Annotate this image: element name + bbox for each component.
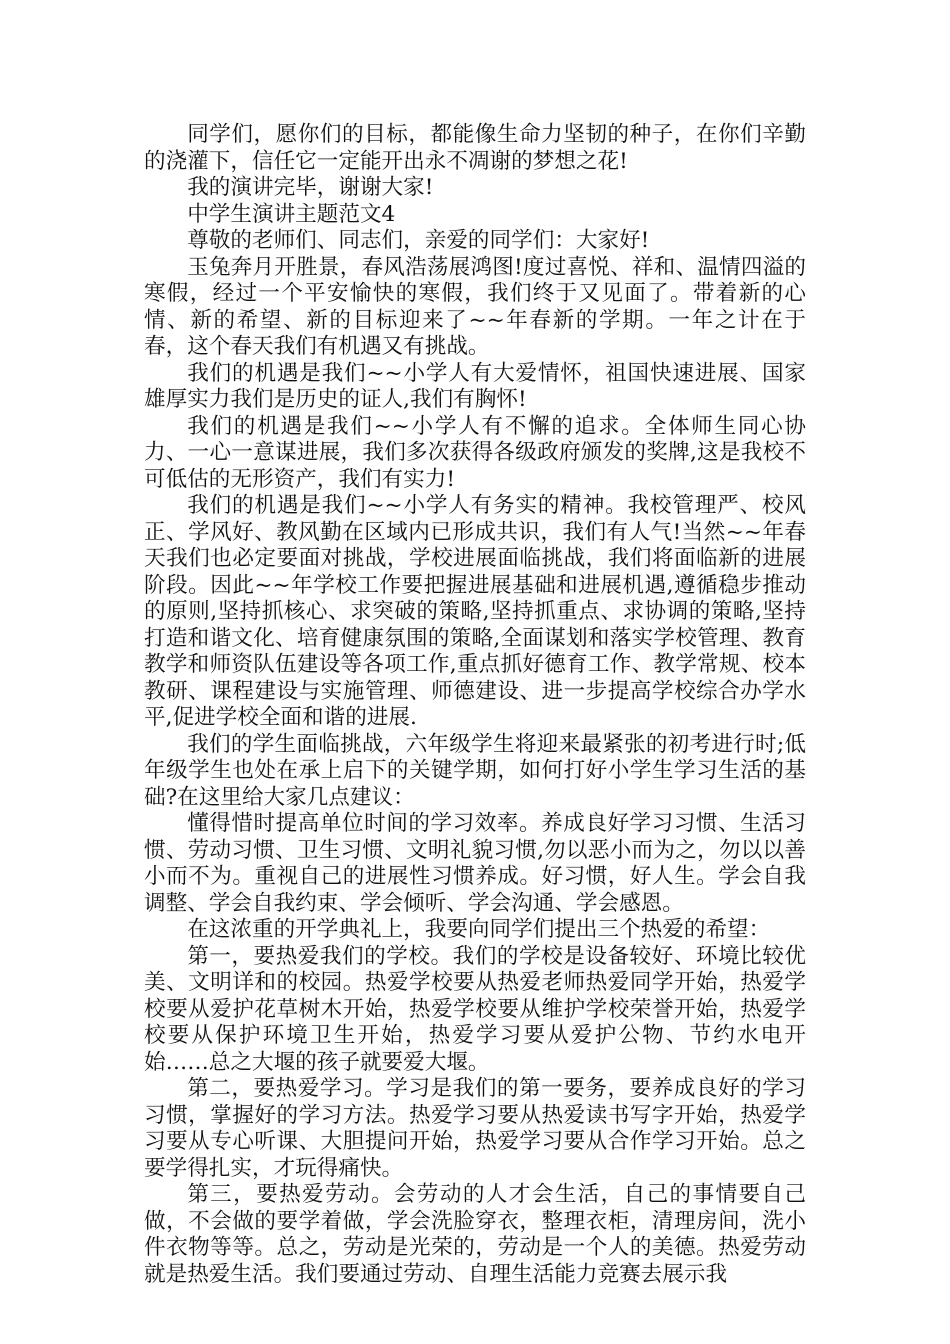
paragraph-love-learning: 第二，要热爱学习。学习是我们的第一要务，要养成良好的学习习惯，掌握好的学习方法。热爱学习要从热爱读书写字开始，热爱学习要从专心听课、大胆提问开始，热爱学习要从合作学习开始。总之要学得扎实，才玩得痛快。 [144, 1076, 806, 1181]
paragraph-greeting: 尊敬的老师们、同志们，亲爱的同学们：大家好! [187, 228, 650, 253]
section-heading: 中学生演讲主题范文4 [187, 201, 396, 227]
paragraph-love-school: 第一，要热爱我们的学校。我们的学校是设备较好、环境比较优美、文明详和的校园。热爱学校要从热爱老师热爱同学开始，热爱学校要从爱护花草树木开始，热爱学校要从维护学校荣誉开始，热爱学校要从保护环境卫生开始，热爱学习要从爱护公物、节约水电开始……总之大堰的孩子就要爱大堰。 [144, 943, 806, 1075]
document-page [144, 122, 806, 1288]
paragraph-opportunity-1: 我们的机遇是我们~~小学人有大爱情怀，祖国快速进展、国家雄厚实力我们是历史的证人,我们有胸怀! [144, 360, 806, 412]
paragraph-love-labor: 第三，要热爱劳动。会劳动的人才会生活，自己的事情要自己做，不会做的要学着做，学会洗脸穿衣，整理衣柜，清理房间，洗小件衣物等等。总之，劳动是光荣的，劳动是一个人的美德。热爱劳动就是热爱生活。我们要通过劳动、自理生活能力竞赛去展示我 [144, 1182, 806, 1287]
paragraph-speech-end: 我的演讲完毕，谢谢大家! [187, 175, 434, 200]
paragraph-challenge: 我们的学生面临挑战，六年级学生将迎来最紧张的初考进行时;低年级学生也处在承上启下的关键学期，如何打好小学生学习生活的基础?在这里给大家几点建议： [144, 731, 806, 810]
paragraph-opening: 玉兔奔月开胜景，春风浩荡展鸿图!度过喜悦、祥和、温情四溢的寒假，经过一个平安愉快的寒假，我们终于又见面了。带着新的心情、新的希望、新的目标迎来了~~年春新的学期。一年之计在于春，这个春天我们有机遇又有挑战。 [144, 254, 806, 359]
paragraph-closing-wish: 同学们，愿你们的目标，都能像生命力坚韧的种子，在你们辛勤的浇灌下，信任它一定能开出永不凋谢的梦想之花! [144, 122, 806, 174]
paragraph-three-hopes: 在这浓重的开学典礼上，我要向同学们提出三个热爱的希望： [187, 917, 771, 942]
paragraph-opportunity-3: 我们的机遇是我们~~小学人有务实的精神。我校管理严、校风正、学风好、教风勤在区域内已形成共识，我们有人气!当然~~年春天我们也必定要面对挑战，学校进展面临挑战，我们将面临新的进展阶段。因此~~年学校工作要把握进展基础和进展机遇,遵循稳步推动的原则,坚持抓核心、求突破的策略,坚持抓重点、求协调的策略,坚持打造和谐文化、培育健康氛围的策略,全面谋划和落实学校管理、教育教学和师资队伍建设等各项工作,重点抓好德育工作、教学常规、校本教研、课程建设与实施管理、师德建设、进一步提高学校综合办学水平,促进学校全面和谐的进展. [144, 493, 806, 730]
paragraph-opportunity-2: 我们的机遇是我们~~小学人有不懈的追求。全体师生同心协力、一心一意谋进展，我们多次获得各级政府颁发的奖牌,这是我校不可低估的无形资产，我们有实力! [144, 413, 806, 492]
paragraph-habits: 懂得惜时提高单位时间的学习效率。养成良好学习习惯、生活习惯、劳动习惯、卫生习惯、文明礼貌习惯,勿以恶小而为之，勿以以善小而不为。重视自己的进展性习惯养成。好习惯，好人生。学会自我调整、学会自我约束、学会倾听、学会沟通、学会感恩。 [144, 811, 806, 916]
